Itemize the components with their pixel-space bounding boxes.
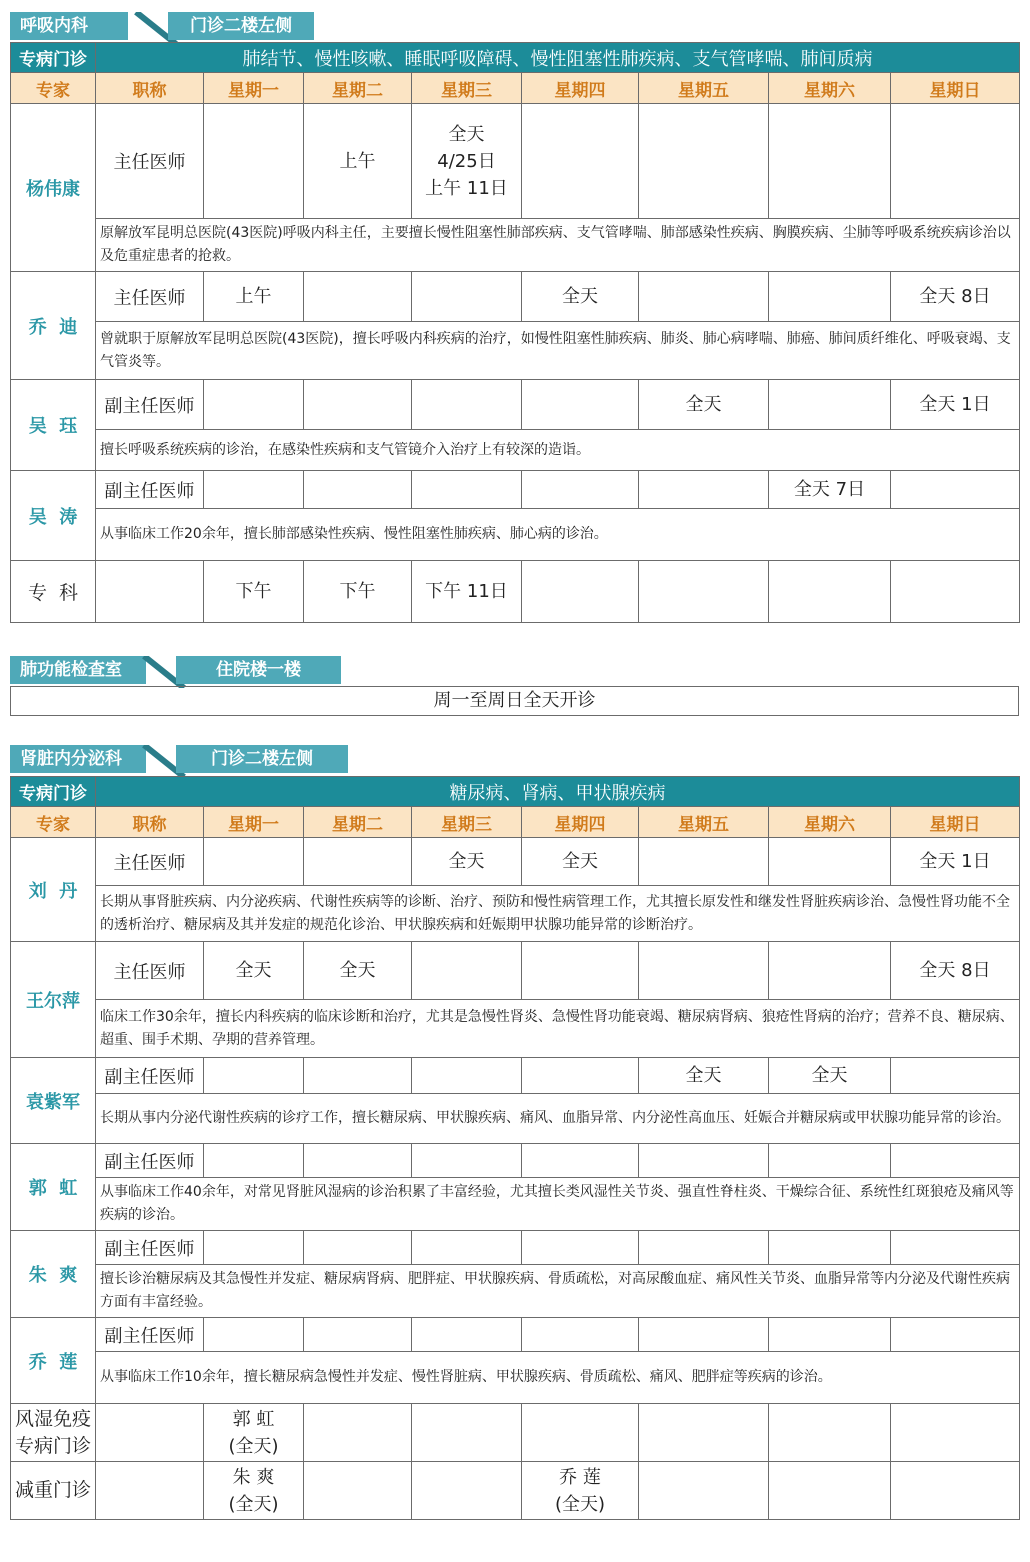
dept-tab-label: 呼吸内科 <box>10 12 128 40</box>
schedule-cell-mon <box>204 1318 304 1352</box>
doctor-specialty-description: 从事临床工作20余年，擅长肺部感染性疾病、慢性阻塞性肺疾病、肺心病的诊治。 <box>96 509 1020 561</box>
schedule-cell-fri <box>639 942 769 1000</box>
schedule-cell-tue: 全天 <box>304 942 412 1000</box>
special-clinic-cell <box>639 1404 769 1462</box>
doctor-description-row <box>11 509 1020 561</box>
schedule-cell-thu <box>522 471 639 509</box>
special-clinic-name: 减重门诊 <box>11 1462 96 1520</box>
doctor-specialty-description: 从事临床工作10余年，擅长糖尿病急慢性并发症、慢性肾脏病、甲状腺疾病、骨质疏松、痛风、肥胖症等疾病的诊治。 <box>96 1352 1020 1404</box>
doctor-schedule-row <box>11 272 1020 322</box>
doctor-specialty-description: 长期从事肾脏疾病、内分泌疾病、代谢性疾病等的诊断、治疗、预防和慢性病管理工作，尤其擅长原发性和继发性肾脏疾病诊治、急慢性肾功能不全的透析治疗、糖尿病及其并发症的规范化诊治、甲状腺疾病和妊娠期甲状腺功能异常的诊断治疗。 <box>96 886 1020 942</box>
doctor-description-row <box>11 1178 1020 1231</box>
schedule-cell-sun <box>891 1058 1020 1094</box>
doctor-title: 副主任医师 <box>96 471 204 509</box>
schedule-cell-thu <box>522 380 639 430</box>
schedule-cell-thu <box>522 1231 639 1265</box>
doctor-schedule-row <box>11 1231 1020 1265</box>
doctor-specialty-description: 从事临床工作40余年，对常见肾脏风湿病的诊治积累了丰富经验，尤其擅长类风湿性关节炎、强直性脊柱炎、干燥综合征、系统性红斑狼疮及痛风等疾病的诊治。 <box>96 1178 1020 1231</box>
schedule-cell-fri <box>639 104 769 219</box>
doctor-title: 副主任医师 <box>96 380 204 430</box>
general-clinic-row <box>11 561 1020 623</box>
schedule-cell-fri <box>639 1144 769 1178</box>
special-clinic-cell <box>96 1462 204 1520</box>
dept-tab-label: 肾脏内分泌科 <box>10 745 146 773</box>
column-header: 星期四 <box>522 73 639 104</box>
schedule-cell-fri <box>639 272 769 322</box>
doctor-schedule-row <box>11 1144 1020 1178</box>
specialty-clinic-row <box>11 777 1020 807</box>
doctor-schedule-row <box>11 471 1020 509</box>
doctor-name: 乔 莲 <box>11 1318 96 1404</box>
schedule-cell-fri: 全天 <box>639 1058 769 1094</box>
location-tab-label: 住院楼一楼 <box>176 656 341 684</box>
schedule-cell-sat <box>769 1318 891 1352</box>
schedule-cell-mon <box>204 104 304 219</box>
column-header: 职称 <box>96 807 204 838</box>
doctor-name: 杨伟康 <box>11 104 96 272</box>
schedule-cell-fri <box>639 838 769 886</box>
weekday-header-row <box>11 807 1020 838</box>
doctor-specialty-description: 临床工作30余年，擅长内科疾病的临床诊断和治疗，尤其是急慢性肾炎、急慢性肾功能衰竭、糖尿病肾病、狼疮性肾病的治疗；营养不良、糖尿病、超重、围手术期、孕期的营养管理。 <box>96 1000 1020 1058</box>
schedule-cell-mon: 全天 <box>204 942 304 1000</box>
schedule-cell-tue <box>304 272 412 322</box>
doctor-name: 郭 虹 <box>11 1144 96 1231</box>
schedule-cell-tue: 上午 <box>304 104 412 219</box>
special-clinic-cell <box>639 1462 769 1520</box>
schedule-cell-thu <box>522 1318 639 1352</box>
weekday-header-row <box>11 73 1020 104</box>
doctor-specialty-description: 长期从事内分泌代谢性疾病的诊疗工作，擅长糖尿病、甲状腺疾病、痛风、血脂异常、内分泌性高血压、妊娠合并糖尿病或甲状腺功能异常的诊治。 <box>96 1094 1020 1144</box>
schedule-cell-sun <box>891 1144 1020 1178</box>
schedule-cell-tue <box>304 1144 412 1178</box>
schedule-cell-sat <box>769 942 891 1000</box>
special-clinic-cell <box>412 1404 522 1462</box>
schedule-cell-wed <box>412 272 522 322</box>
column-header: 星期五 <box>639 807 769 838</box>
schedule-cell-mon <box>204 380 304 430</box>
nephrology-table-body <box>11 777 1020 1520</box>
schedule-cell-sat <box>769 1144 891 1178</box>
doctor-description-row <box>11 1265 1020 1318</box>
schedule-cell-tue <box>304 471 412 509</box>
doctor-title: 副主任医师 <box>96 1058 204 1094</box>
doctor-schedule-row <box>11 1318 1020 1352</box>
column-header: 星期日 <box>891 73 1020 104</box>
schedule-cell-thu <box>522 104 639 219</box>
doctor-title: 副主任医师 <box>96 1144 204 1178</box>
respiratory-schedule-table <box>10 42 1020 623</box>
schedule-cell-tue <box>304 1318 412 1352</box>
schedule-cell-sun: 全天 1日 <box>891 838 1020 886</box>
doctor-description-row <box>11 1352 1020 1404</box>
schedule-cell-thu: 全天 <box>522 272 639 322</box>
doctor-name: 袁紫军 <box>11 1058 96 1144</box>
column-header: 星期五 <box>639 73 769 104</box>
column-header: 星期日 <box>891 807 1020 838</box>
doctor-title: 主任医师 <box>96 942 204 1000</box>
schedule-cell-mon: 上午 <box>204 272 304 322</box>
special-clinic-cell: 乔 莲 (全天) <box>522 1462 639 1520</box>
schedule-cell-wed: 全天 4/25日 上午 11日 <box>412 104 522 219</box>
schedule-cell-wed <box>412 1231 522 1265</box>
special-clinic-cell: 朱 爽 (全天) <box>204 1462 304 1520</box>
lung-function-hours-note: 周一至周日全天开诊 <box>10 686 1019 716</box>
schedule-cell-sun <box>891 1318 1020 1352</box>
section-tab-respiratory <box>10 12 1020 44</box>
doctor-specialty-description: 原解放军昆明总医院(43医院)呼吸内科主任，主要擅长慢性阻塞性肺部疾病、支气管哮喘、肺部感染性疾病、胸膜疾病、尘肺等呼吸系统疾病诊治以及危重症患者的抢救。 <box>96 219 1020 272</box>
section-tab-nephrology <box>10 745 1020 777</box>
column-header: 星期六 <box>769 807 891 838</box>
schedule-cell-fri <box>639 471 769 509</box>
general-clinic-label: 专 科 <box>11 561 96 623</box>
specialty-diseases: 糖尿病、肾病、甲状腺疾病 <box>96 777 1020 807</box>
schedule-cell-sat <box>769 272 891 322</box>
general-clinic-cell <box>522 561 639 623</box>
schedule-cell-sun <box>891 471 1020 509</box>
doctor-description-row <box>11 322 1020 380</box>
special-clinic-cell <box>96 1404 204 1462</box>
schedule-cell-thu <box>522 942 639 1000</box>
schedule-cell-thu <box>522 1058 639 1094</box>
schedule-cell-tue <box>304 838 412 886</box>
special-clinic-row <box>11 1404 1020 1462</box>
special-clinic-cell <box>891 1462 1020 1520</box>
column-header: 星期六 <box>769 73 891 104</box>
schedule-cell-sun <box>891 1231 1020 1265</box>
doctor-schedule-row <box>11 838 1020 886</box>
special-clinic-row <box>11 1462 1020 1520</box>
schedule-cell-sun <box>891 104 1020 219</box>
doctor-name: 吴 涛 <box>11 471 96 561</box>
schedule-cell-sat: 全天 7日 <box>769 471 891 509</box>
schedule-cell-mon <box>204 1058 304 1094</box>
location-tab-label: 门诊二楼左侧 <box>168 12 314 40</box>
schedule-cell-sat <box>769 104 891 219</box>
general-clinic-cell: 下午 <box>204 561 304 623</box>
doctor-name: 朱 爽 <box>11 1231 96 1318</box>
specialty-diseases: 肺结节、慢性咳嗽、睡眠呼吸障碍、慢性阻塞性肺疾病、支气管哮喘、肺间质病 <box>96 43 1020 73</box>
schedule-cell-mon <box>204 1231 304 1265</box>
doctor-description-row <box>11 430 1020 471</box>
doctor-title: 主任医师 <box>96 104 204 219</box>
general-clinic-cell <box>96 561 204 623</box>
doctor-specialty-description: 擅长诊治糖尿病及其急慢性并发症、糖尿病肾病、肥胖症、甲状腺疾病、骨质疏松，对高尿酸血症、痛风性关节炎、血脂异常等内分泌及代谢性疾病方面有丰富经验。 <box>96 1265 1020 1318</box>
nephrology-schedule-table <box>10 776 1020 1520</box>
special-clinic-cell: 郭 虹 (全天) <box>204 1404 304 1462</box>
schedule-cell-mon <box>204 1144 304 1178</box>
schedule-cell-wed <box>412 1058 522 1094</box>
respiratory-table-body <box>11 43 1020 623</box>
schedule-cell-mon <box>204 471 304 509</box>
general-clinic-cell: 下午 11日 <box>412 561 522 623</box>
schedule-cell-wed <box>412 471 522 509</box>
doctor-name: 乔 迪 <box>11 272 96 380</box>
doctor-title: 主任医师 <box>96 272 204 322</box>
column-header: 星期三 <box>412 807 522 838</box>
column-header: 专家 <box>11 807 96 838</box>
specialty-clinic-row <box>11 43 1020 73</box>
schedule-cell-sun: 全天 1日 <box>891 380 1020 430</box>
schedule-cell-sat: 全天 <box>769 1058 891 1094</box>
special-clinic-name: 风湿免疫 专病门诊 <box>11 1404 96 1462</box>
special-clinic-cell <box>412 1462 522 1520</box>
specialty-clinic-label: 专病门诊 <box>11 777 96 807</box>
special-clinic-cell <box>304 1404 412 1462</box>
column-header: 星期二 <box>304 73 412 104</box>
schedule-cell-fri <box>639 1318 769 1352</box>
column-header: 星期三 <box>412 73 522 104</box>
schedule-cell-wed <box>412 942 522 1000</box>
doctor-name: 王尔萍 <box>11 942 96 1058</box>
column-header: 星期二 <box>304 807 412 838</box>
schedule-cell-wed: 全天 <box>412 838 522 886</box>
column-header: 星期一 <box>204 807 304 838</box>
column-header: 职称 <box>96 73 204 104</box>
specialty-clinic-label: 专病门诊 <box>11 43 96 73</box>
schedule-cell-mon <box>204 838 304 886</box>
location-tab-label: 门诊二楼左侧 <box>176 745 348 773</box>
special-clinic-cell <box>522 1404 639 1462</box>
doctor-specialty-description: 曾就职于原解放军昆明总医院(43医院)，擅长呼吸内科疾病的治疗，如慢性阻塞性肺疾病、肺炎、肺心病哮喘、肺癌、肺间质纤维化、呼吸衰竭、支气管炎等。 <box>96 322 1020 380</box>
general-clinic-cell <box>639 561 769 623</box>
doctor-description-row <box>11 219 1020 272</box>
doctor-title: 副主任医师 <box>96 1231 204 1265</box>
doctor-name: 刘 丹 <box>11 838 96 942</box>
schedule-cell-fri: 全天 <box>639 380 769 430</box>
schedule-cell-sat <box>769 380 891 430</box>
schedule-cell-sun: 全天 8日 <box>891 942 1020 1000</box>
schedule-cell-wed <box>412 1144 522 1178</box>
general-clinic-cell: 下午 <box>304 561 412 623</box>
schedule-cell-wed <box>412 1318 522 1352</box>
schedule-cell-wed <box>412 380 522 430</box>
general-clinic-cell <box>891 561 1020 623</box>
schedule-cell-thu <box>522 1144 639 1178</box>
doctor-schedule-row <box>11 380 1020 430</box>
dept-tab-label: 肺功能检查室 <box>10 656 146 684</box>
doctor-title: 主任医师 <box>96 838 204 886</box>
doctor-description-row <box>11 1000 1020 1058</box>
doctor-schedule-row <box>11 1058 1020 1094</box>
doctor-schedule-row <box>11 942 1020 1000</box>
schedule-cell-sun: 全天 8日 <box>891 272 1020 322</box>
schedule-cell-tue <box>304 1058 412 1094</box>
schedule-cell-thu: 全天 <box>522 838 639 886</box>
special-clinic-cell <box>769 1462 891 1520</box>
special-clinic-cell <box>769 1404 891 1462</box>
schedule-cell-tue <box>304 1231 412 1265</box>
schedule-cell-sat <box>769 1231 891 1265</box>
doctor-title: 副主任医师 <box>96 1318 204 1352</box>
schedule-cell-tue <box>304 380 412 430</box>
doctor-description-row <box>11 886 1020 942</box>
column-header: 星期四 <box>522 807 639 838</box>
special-clinic-cell <box>891 1404 1020 1462</box>
special-clinic-cell <box>304 1462 412 1520</box>
doctor-specialty-description: 擅长呼吸系统疾病的诊治，在感染性疾病和支气管镜介入治疗上有较深的造诣。 <box>96 430 1020 471</box>
doctor-schedule-row <box>11 104 1020 219</box>
column-header: 专家 <box>11 73 96 104</box>
general-clinic-cell <box>769 561 891 623</box>
section-tab-lung-function <box>10 656 1020 688</box>
schedule-cell-sat <box>769 838 891 886</box>
doctor-name: 吴 珏 <box>11 380 96 471</box>
doctor-description-row <box>11 1094 1020 1144</box>
column-header: 星期一 <box>204 73 304 104</box>
schedule-cell-fri <box>639 1231 769 1265</box>
